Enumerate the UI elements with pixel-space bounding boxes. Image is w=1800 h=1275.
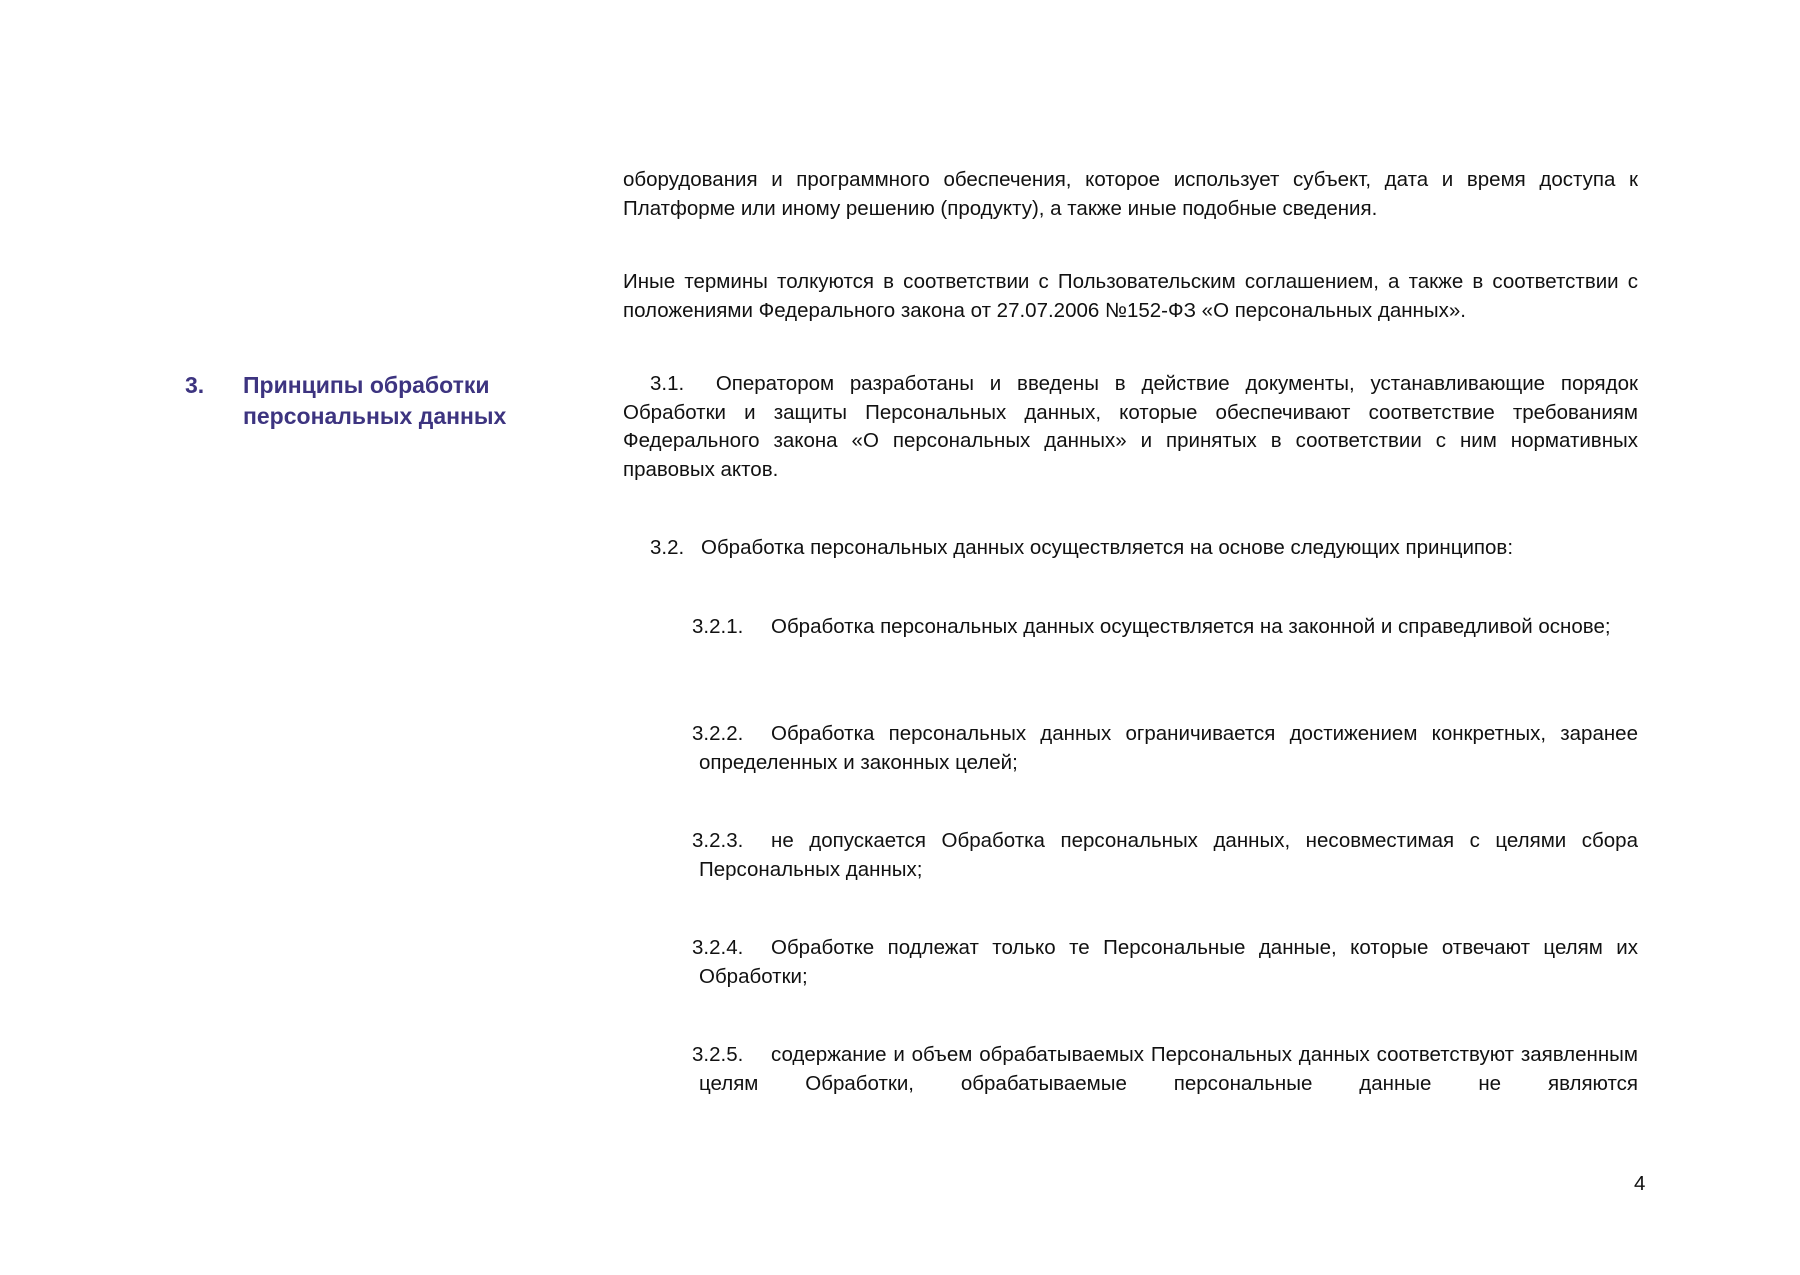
item-number: 3.1. xyxy=(650,372,685,395)
item-text: Обработка персональных данных осуществляется на основе следующих принципов: xyxy=(701,536,1514,559)
item-number: 3.2. xyxy=(650,536,685,559)
sub-item-3-2-3 xyxy=(692,827,1638,884)
page-number: 4 xyxy=(1634,1172,1646,1195)
paragraph-continuation: оборудования и программного обеспечения, которое использует субъект, дата и время доступа к Платформе или иному решению (продукту), а также иные подобные сведения. xyxy=(623,168,1638,220)
section-title: Принципы обработки персональных данных xyxy=(243,372,507,429)
sub-item-number: 3.2.5. xyxy=(692,1043,744,1066)
sub-item-3-2-1 xyxy=(692,613,1638,642)
section-number: 3. xyxy=(185,372,205,398)
paragraph-terms: Иные термины толкуются в соответствии с Пользовательским соглашением, а также в соответствии с положениями Федерального закона от 27.07.2006 №152-ФЗ «О персональных данных». xyxy=(623,270,1638,322)
item-3-1 xyxy=(623,370,1638,484)
sub-item-3-2-4 xyxy=(692,934,1638,991)
sub-item-text: Обработка персональных данных ограничивается достижением конкретных, заранее определенных и законных целей; xyxy=(699,722,1638,774)
sub-item-number: 3.2.3. xyxy=(692,829,744,852)
sub-item-number: 3.2.2. xyxy=(692,722,744,745)
item-text: Оператором разработаны и введены в действие документы, устанавливающие порядок Обработки и защиты Персональных данных, которые обеспечивают соответствие требованиям Федерального закона «О персональных данных» и принятых в соответствии с ним нормативных правовых актов. xyxy=(623,372,1638,481)
sub-item-text: Обработка персональных данных осуществляется на законной и справедливой основе; xyxy=(771,615,1611,638)
sub-item-text: не допускается Обработка персональных данных, несовместимая с целями сбора Персональных данных; xyxy=(699,829,1638,881)
sub-item-number: 3.2.4. xyxy=(692,936,744,959)
sub-item-number: 3.2.1. xyxy=(692,615,744,638)
sub-item-3-2-5 xyxy=(692,1041,1638,1098)
sub-item-3-2-2 xyxy=(692,720,1638,777)
sub-item-text: содержание и объем обрабатываемых Персональных данных соответствуют заявленным целям Обработки, обрабатываемые персональные данные не являются xyxy=(699,1043,1638,1095)
sub-item-text: Обработке подлежат только те Персональные данные, которые отвечают целям их Обработки; xyxy=(699,936,1638,988)
